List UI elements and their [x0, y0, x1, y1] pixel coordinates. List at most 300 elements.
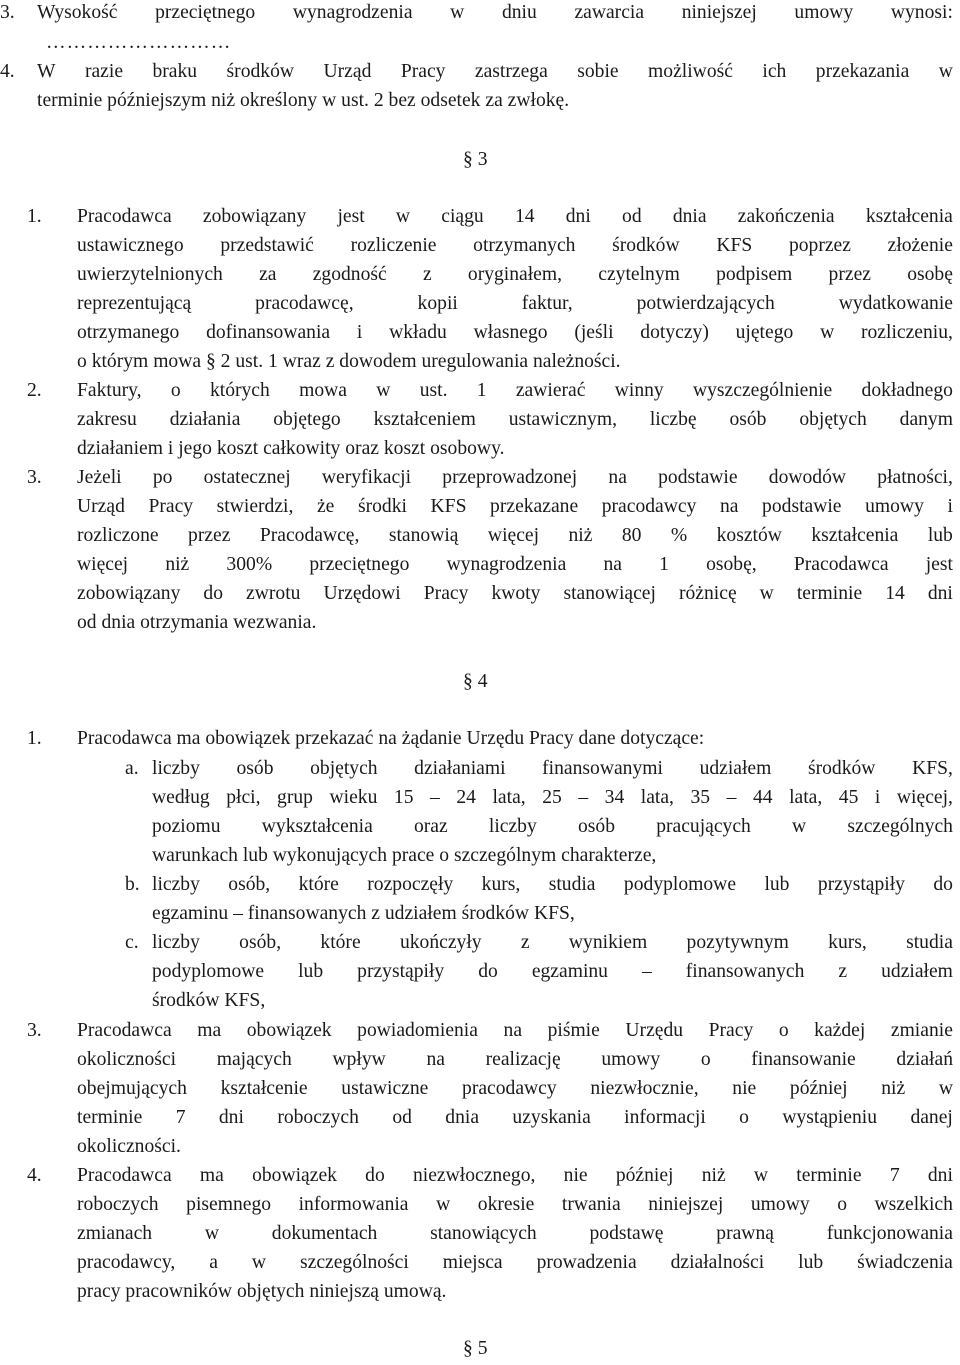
word: udziałem	[699, 758, 772, 779]
paragraph-line	[77, 1166, 953, 1186]
word: informacji	[624, 1107, 706, 1128]
word: stwierdzi,	[216, 496, 294, 517]
word: Urzędu	[625, 1020, 684, 1041]
word: płci,	[226, 787, 261, 808]
word: które	[320, 932, 361, 953]
word: w	[450, 2, 465, 23]
word: wykształcenia	[261, 816, 373, 837]
word: osób	[729, 409, 767, 430]
word: wyszczególnienie	[692, 380, 833, 401]
paragraph-line: terminie późniejszym niż określony w ust. 2 bez odsetek za zwłokę.	[37, 90, 570, 111]
word: –	[578, 787, 589, 808]
sub-item-letter: b.	[125, 874, 140, 895]
word: nie	[732, 1078, 757, 1099]
word: dni	[218, 1107, 244, 1128]
word: dokładnego	[861, 380, 953, 401]
word: przekazania	[815, 61, 910, 82]
word: osobę,	[706, 554, 757, 575]
word: kwoty	[491, 583, 541, 604]
word: realizację	[485, 1049, 561, 1070]
word: funkcjonowania	[826, 1223, 953, 1244]
word: umowy	[601, 1049, 661, 1070]
word: ma	[199, 1165, 224, 1186]
word: podyplomowe	[152, 961, 265, 982]
word: 1	[659, 554, 669, 575]
word: przekazane	[490, 496, 579, 517]
word: płatności,	[877, 467, 953, 488]
word: ma	[197, 1020, 222, 1041]
word: danej	[910, 1107, 953, 1128]
word: lata,	[640, 787, 674, 808]
word: 34	[604, 787, 625, 808]
word: stanowiących	[430, 1223, 537, 1244]
word: po	[152, 467, 173, 488]
word: o	[739, 1107, 749, 1128]
word: kurs,	[481, 874, 521, 895]
word: kopii	[417, 293, 458, 314]
word: 45	[838, 787, 859, 808]
word: wydatkowanie	[838, 293, 953, 314]
word: od	[622, 206, 642, 227]
word: wszelkich	[874, 1194, 953, 1215]
word: w	[938, 61, 953, 82]
word: o	[700, 1049, 711, 1070]
word: 300%	[226, 554, 273, 575]
word: poziomu	[152, 816, 221, 837]
word: w	[753, 1165, 769, 1186]
word: Urzędowi	[323, 583, 401, 604]
word: w	[395, 206, 411, 227]
word: w	[792, 816, 807, 837]
word: pracodawcę,	[255, 293, 354, 314]
justified-line	[77, 1253, 953, 1273]
word: więcej,	[896, 787, 953, 808]
section-heading: § 3	[463, 149, 488, 170]
word: na	[603, 554, 622, 575]
word: zgodność	[312, 264, 387, 285]
word: Pracodawca	[793, 554, 889, 575]
paragraph-line	[77, 236, 953, 256]
word: czytelnym	[598, 264, 680, 285]
word: nie	[563, 1165, 588, 1186]
word: okresie	[477, 1194, 535, 1215]
item-number: 4.	[27, 1165, 42, 1186]
word: dnia	[445, 1107, 480, 1128]
word: i	[874, 787, 881, 808]
word: Pracodawca	[77, 1020, 172, 1041]
word: niż	[881, 1078, 906, 1099]
word: kształceniem	[373, 409, 476, 430]
justified-line	[77, 323, 953, 343]
word: ustawicznym,	[508, 409, 617, 430]
word: niż	[701, 1165, 726, 1186]
paragraph-line: działaniem i jego koszt całkowity oraz koszt osobowy.	[77, 438, 505, 459]
word: faktur,	[521, 293, 573, 314]
word: okoliczności	[77, 1049, 177, 1070]
word: prowadzenia	[536, 1252, 637, 1273]
justified-line	[152, 759, 953, 779]
word: pracujących	[656, 816, 751, 837]
word: trwania	[561, 1194, 621, 1215]
word: do	[203, 583, 223, 604]
word: pisemnego	[186, 1194, 272, 1215]
word: uzyskania	[512, 1107, 591, 1128]
word: pracodawcy,	[77, 1252, 176, 1273]
word: jest	[337, 206, 365, 227]
paragraph-line	[77, 555, 953, 575]
word: dni	[565, 206, 591, 227]
word: ustawiczne	[341, 1078, 429, 1099]
word: finansowanie	[751, 1049, 856, 1070]
word: liczby	[152, 932, 200, 953]
word: na	[503, 1020, 523, 1041]
word: KFS	[716, 235, 753, 256]
word: Jeżeli	[77, 467, 122, 488]
section-heading: § 5	[463, 1338, 488, 1359]
word: powiadomienia	[357, 1020, 478, 1041]
word: danym	[899, 409, 953, 430]
word: które	[298, 874, 339, 895]
item-number: 3.	[27, 467, 42, 488]
paragraph-line: pracy pracowników objętych niniejszą umową.	[77, 1281, 447, 1302]
word: przeciętnego	[309, 554, 410, 575]
word: 14	[514, 206, 535, 227]
word: osobę	[907, 264, 953, 285]
word: środków	[612, 235, 680, 256]
word: podpisem	[716, 264, 793, 285]
word: liczby	[152, 874, 200, 895]
word: Pracy	[148, 496, 194, 517]
word: 15	[393, 787, 414, 808]
word: lub	[298, 961, 324, 982]
paragraph-line	[77, 468, 953, 488]
word: grup	[277, 787, 313, 808]
item-number: 3.	[0, 2, 15, 23]
paragraph-line: środków KFS,	[152, 990, 266, 1011]
word: roboczych	[277, 1107, 359, 1128]
word: ukończyły	[399, 932, 482, 953]
word: szczególności	[300, 1252, 409, 1273]
word: różnicę	[678, 583, 737, 604]
word: obowiązek	[246, 1020, 332, 1041]
word: z	[838, 961, 848, 982]
word: wpływ	[332, 1049, 386, 1070]
paragraph-line	[77, 294, 953, 314]
word: obejmujących	[77, 1078, 187, 1099]
word: oryginałem,	[467, 264, 563, 285]
word: pracodawcy	[462, 1078, 557, 1099]
word: o	[837, 1194, 847, 1215]
paragraph-line: Pracodawca ma obowiązek przekazać na żądanie Urzędu Pracy dane dotyczące:	[77, 728, 705, 749]
paragraph-line: od dnia otrzymania wezwania.	[77, 612, 317, 633]
word: niniejszej	[681, 2, 757, 23]
word: według	[152, 787, 210, 808]
word: w	[204, 1223, 219, 1244]
word: lata,	[492, 787, 526, 808]
word: Pracodawca	[77, 206, 172, 227]
sub-item-letter: a.	[125, 758, 139, 779]
word: więcej	[77, 554, 129, 575]
word: Pracodawca	[77, 1165, 172, 1186]
word: działalności	[670, 1252, 765, 1273]
paragraph-line	[77, 526, 953, 546]
word: otrzymanych	[473, 235, 576, 256]
justified-line	[77, 207, 953, 227]
word: w	[759, 583, 774, 604]
word: obowiązek	[252, 1165, 337, 1186]
word: KFS,	[912, 758, 953, 779]
word: rozliczenie	[350, 235, 437, 256]
word: zobowiązany	[77, 583, 181, 604]
paragraph-line	[152, 962, 953, 982]
word: dofinansowania	[206, 322, 331, 343]
word: 7	[175, 1107, 186, 1128]
word: przeciętnego	[155, 2, 256, 23]
word: za	[259, 264, 277, 285]
word: i	[947, 496, 953, 517]
word: %	[670, 525, 688, 546]
word: w	[436, 1194, 451, 1215]
word: umowy	[750, 1194, 810, 1215]
word: razie	[84, 61, 124, 82]
justified-line	[77, 1050, 953, 1070]
justified-line	[77, 265, 953, 285]
word: W	[37, 61, 56, 82]
word: podstawie	[762, 496, 842, 517]
paragraph-line	[77, 265, 953, 285]
word: prawną	[716, 1223, 774, 1244]
paragraph-line	[77, 1079, 953, 1099]
paragraph-line	[152, 759, 953, 779]
word: terminie	[796, 583, 863, 604]
item-number: 1.	[27, 206, 42, 227]
word: mających	[216, 1049, 292, 1070]
word: kształcenia	[865, 206, 953, 227]
word: Wysokość	[37, 2, 118, 23]
paragraph-line	[77, 1108, 953, 1128]
justified-line	[152, 875, 953, 895]
word: 25	[542, 787, 562, 808]
word: Pracy	[423, 583, 469, 604]
paragraph-line	[77, 1050, 953, 1070]
word: udziałem	[881, 961, 953, 982]
justified-line	[77, 1021, 953, 1041]
paragraph-line	[77, 1021, 953, 1041]
word: do	[933, 874, 953, 895]
word: Faktury,	[77, 380, 142, 401]
word: niezwłocznie,	[590, 1078, 699, 1099]
word: poprzez	[788, 235, 851, 256]
word: pozytywnym	[686, 932, 789, 953]
paragraph-line	[77, 497, 953, 517]
word: umowy	[865, 496, 924, 517]
word: uwierzytelnionych	[77, 264, 223, 285]
word: że	[316, 496, 335, 517]
word: Pracy	[708, 1020, 754, 1041]
word: roboczych	[77, 1194, 159, 1215]
word: dowodów	[768, 467, 847, 488]
blank-dotted-field: ………………………	[46, 32, 232, 53]
word: winny	[614, 380, 664, 401]
word: wynagrodzenia	[446, 554, 567, 575]
word: środki	[357, 496, 407, 517]
word: zakończenia	[737, 206, 835, 227]
word: oraz	[413, 816, 448, 837]
word: ust.	[419, 380, 448, 401]
word: na	[426, 1049, 445, 1070]
word: objętych	[310, 758, 378, 779]
paragraph-line: o którym mowa § 2 ust. 1 wraz z dowodem uregulowania należności.	[77, 351, 621, 372]
word: piśmie	[547, 1020, 600, 1041]
word: zastrzega	[474, 61, 548, 82]
word: jest	[925, 554, 953, 575]
word: z	[520, 932, 530, 953]
word: stanowiącej	[563, 583, 656, 604]
word: niż	[165, 554, 190, 575]
word: niż	[568, 525, 593, 546]
word: sobie	[577, 61, 619, 82]
justified-line	[77, 1195, 953, 1215]
word: weryfikacji	[321, 467, 412, 488]
word: środków	[807, 758, 876, 779]
word: egzaminu	[531, 961, 608, 982]
paragraph-line	[77, 410, 953, 430]
word: działań	[896, 1049, 953, 1070]
word: liczbę	[649, 409, 697, 430]
word: KFS	[430, 496, 467, 517]
word: dni	[927, 1165, 953, 1186]
word: na	[608, 467, 627, 488]
justified-line	[77, 381, 953, 401]
word: –	[641, 961, 652, 982]
word: w	[938, 1078, 953, 1099]
word: potwierdzających	[636, 293, 775, 314]
word: o	[170, 380, 181, 401]
word: kosztów	[716, 525, 782, 546]
word: informowania	[298, 1194, 409, 1215]
word: Urząd	[323, 61, 372, 82]
word: w	[820, 322, 835, 343]
word: umowy	[794, 2, 854, 23]
word: ostatecznej	[203, 467, 291, 488]
justified-line	[77, 1108, 953, 1128]
word: Pracodawcę,	[259, 525, 360, 546]
word: przez	[828, 264, 871, 285]
justified-line	[77, 584, 953, 604]
item-number: 3.	[27, 1020, 42, 1041]
justified-line	[152, 788, 953, 808]
word: liczby	[152, 758, 200, 779]
word: lata,	[789, 787, 823, 808]
word: ciągu	[441, 206, 484, 227]
word: świadczenia	[857, 1252, 953, 1273]
word: mowa	[299, 380, 347, 401]
section-heading: § 4	[463, 671, 488, 692]
word: zmianach	[77, 1223, 153, 1244]
justified-line	[77, 468, 953, 488]
word: działaniami	[414, 758, 506, 779]
word: zmianie	[890, 1020, 953, 1041]
word: stanowią	[388, 525, 459, 546]
word: wynikiem	[568, 932, 648, 953]
word: finansowanych	[685, 961, 805, 982]
word: i	[356, 322, 363, 343]
word: do	[365, 1165, 385, 1186]
word: 44	[752, 787, 773, 808]
paragraph-line	[152, 875, 953, 895]
word: przeprowadzonej	[442, 467, 578, 488]
word: niezwłocznego,	[413, 1165, 536, 1186]
justified-line	[77, 526, 953, 546]
word: lub	[764, 874, 790, 895]
word: terminie	[796, 1165, 862, 1186]
item-number: 2.	[27, 380, 42, 401]
word: kurs,	[828, 932, 867, 953]
word: Pracy	[400, 61, 446, 82]
word: 24	[456, 787, 476, 808]
word: pracodawcy	[601, 496, 697, 517]
word: lub	[798, 1252, 824, 1273]
word: wynosi:	[890, 2, 953, 23]
word: osób,	[239, 932, 282, 953]
justified-line	[77, 497, 953, 517]
paragraph-line	[77, 381, 953, 401]
word: zawarcia	[574, 2, 645, 23]
word: rozpoczęły	[367, 874, 454, 895]
word: kształcenie	[220, 1078, 308, 1099]
word: objętych	[799, 409, 867, 430]
word: zakresu	[77, 409, 137, 430]
word: osób,	[228, 874, 271, 895]
word: później	[789, 1078, 848, 1099]
word: od	[392, 1107, 412, 1128]
justified-line	[77, 236, 953, 256]
word: 1	[476, 380, 487, 401]
word: studia	[906, 932, 953, 953]
word: do	[478, 961, 498, 982]
word: dnia	[672, 206, 707, 227]
word: reprezentującą	[77, 293, 192, 314]
item-number: 4.	[0, 61, 15, 82]
paragraph-line	[37, 62, 953, 82]
word: studia	[548, 874, 596, 895]
word: przez	[188, 525, 231, 546]
word: a	[209, 1252, 218, 1273]
word: podstawę	[589, 1223, 664, 1244]
word: otrzymanego	[77, 322, 180, 343]
paragraph-line	[77, 323, 953, 343]
justified-line	[152, 962, 953, 982]
word: zobowiązany	[202, 206, 307, 227]
word: ustawicznego	[77, 235, 184, 256]
word: dotyczy)	[640, 322, 709, 343]
word: braku	[152, 61, 198, 82]
word: 7	[889, 1165, 900, 1186]
word: później	[615, 1165, 674, 1186]
word: –	[726, 787, 737, 808]
word: dni	[927, 583, 953, 604]
justified-line	[77, 1166, 953, 1186]
word: których	[209, 380, 270, 401]
word: 14	[885, 583, 905, 604]
word: o	[778, 1020, 789, 1041]
word: wieku	[329, 787, 378, 808]
paragraph-line	[77, 1253, 953, 1273]
word: wystąpieniu	[782, 1107, 878, 1128]
word: Urząd	[77, 496, 125, 517]
word: przystąpiły	[817, 874, 905, 895]
paragraph-line	[152, 817, 953, 837]
